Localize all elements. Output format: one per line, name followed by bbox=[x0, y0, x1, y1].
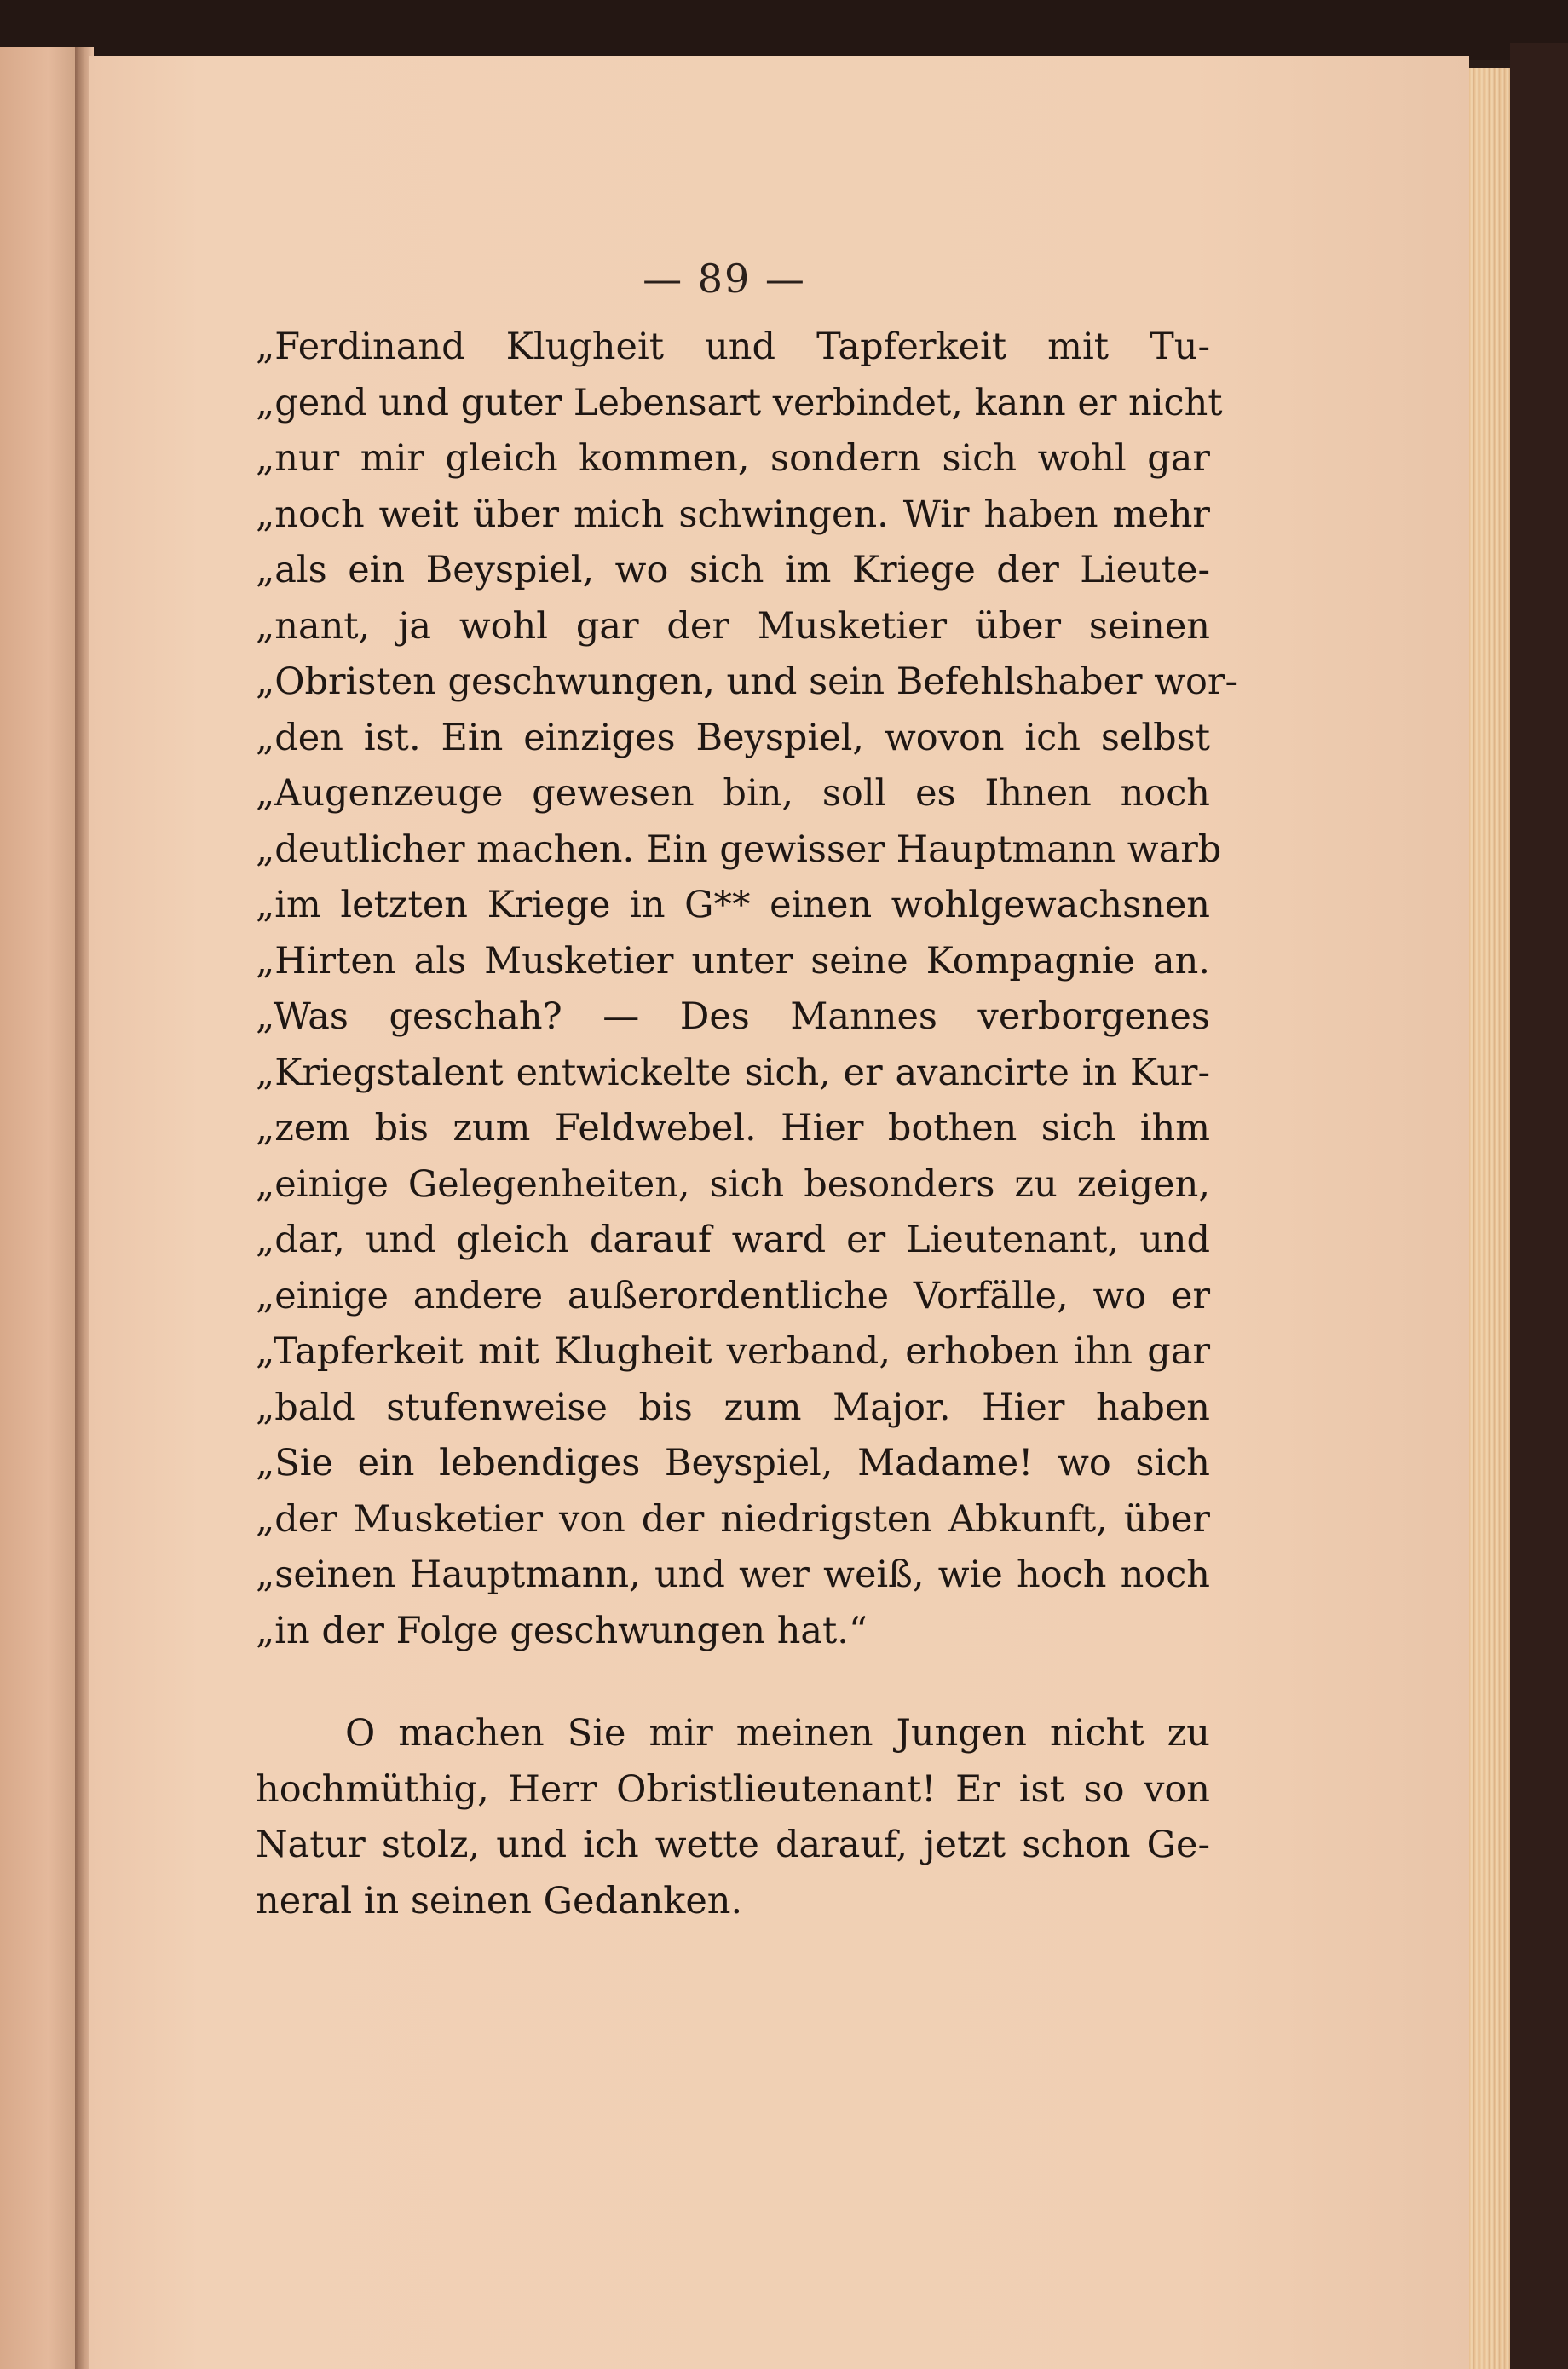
text-line: „deutlicher machen. Ein gewisser Hauptmann warb bbox=[256, 827, 1222, 871]
text-line: „als ein Beyspiel, wo sich im Kriege der Lieute- bbox=[256, 549, 1210, 591]
text-line: „Obristen geschwungen, und sein Befehlshaber wor- bbox=[256, 660, 1237, 703]
text-line: „noch weit über mich schwingen. Wir haben mehr bbox=[256, 493, 1210, 536]
text-line: „Kriegstalent entwickelte sich, er avancirte in Kur- bbox=[256, 1051, 1210, 1094]
body-paragraph bbox=[256, 1706, 1210, 1929]
text-line: O machen Sie mir meinen Jungen nicht zu bbox=[345, 1712, 1210, 1755]
text-line: „Ferdinand Klugheit und Tapferkeit mit Tu- bbox=[256, 326, 1210, 368]
facing-page bbox=[0, 47, 81, 2369]
text-line: „bald stufenweise bis zum Major. Hier haben bbox=[256, 1386, 1210, 1429]
text-line: „in der Folge geschwungen hat.“ bbox=[256, 1609, 868, 1652]
quote-paragraph bbox=[256, 320, 1237, 1659]
text-line: „einige andere außerordentliche Vorfälle, wo er bbox=[256, 1274, 1210, 1317]
text-line: „seinen Hauptmann, und wer weiß, wie hoch noch bbox=[256, 1553, 1210, 1596]
page-edges bbox=[1469, 68, 1510, 2369]
book-cover-top bbox=[0, 0, 1568, 60]
text-line: „im letzten Kriege in G** einen wohlgewachsnen bbox=[256, 884, 1210, 926]
text-line: Natur stolz, und ich wette darauf, jetzt schon Ge- bbox=[256, 1824, 1210, 1866]
text-line: neral in seinen Gedanken. bbox=[256, 1879, 743, 1922]
page-number: — 89 — bbox=[643, 256, 806, 302]
text-line: „nant, ja wohl gar der Musketier über seinen bbox=[256, 604, 1210, 648]
text-line: „Augenzeuge gewesen bin, soll es Ihnen noch bbox=[256, 772, 1210, 815]
text-line: „Hirten als Musketier unter seine Kompagnie an. bbox=[256, 939, 1210, 983]
book-cover-right bbox=[1510, 43, 1568, 2369]
text-line: „zem bis zum Feldwebel. Hier bothen sich ihm bbox=[256, 1107, 1210, 1150]
text-line: „Tapferkeit mit Klugheit verband, erhoben ihn gar bbox=[256, 1330, 1210, 1373]
text-line: „Sie ein lebendiges Beyspiel, Madame! wo sich bbox=[256, 1442, 1210, 1484]
text-line: „Was geschah? — Des Mannes verborgenes bbox=[256, 995, 1210, 1038]
text-line: „den ist. Ein einziges Beyspiel, wovon ich selbst bbox=[256, 716, 1210, 759]
text-line: „der Musketier von der niedrigsten Abkunft, über bbox=[256, 1497, 1210, 1541]
text-line: hochmüthig, Herr Obristlieutenant! Er ist so von bbox=[256, 1767, 1210, 1811]
paragraph-gap bbox=[256, 1659, 1210, 1706]
text-block bbox=[256, 320, 1237, 1929]
text-line: „dar, und gleich darauf ward er Lieutenant, und bbox=[256, 1219, 1210, 1261]
text-line: „gend und guter Lebensart verbindet, kann er nicht bbox=[256, 381, 1223, 424]
text-line: „nur mir gleich kommen, sondern sich wohl gar bbox=[256, 437, 1210, 480]
text-line: „einige Gelegenheiten, sich besonders zu zeigen, bbox=[256, 1162, 1210, 1206]
